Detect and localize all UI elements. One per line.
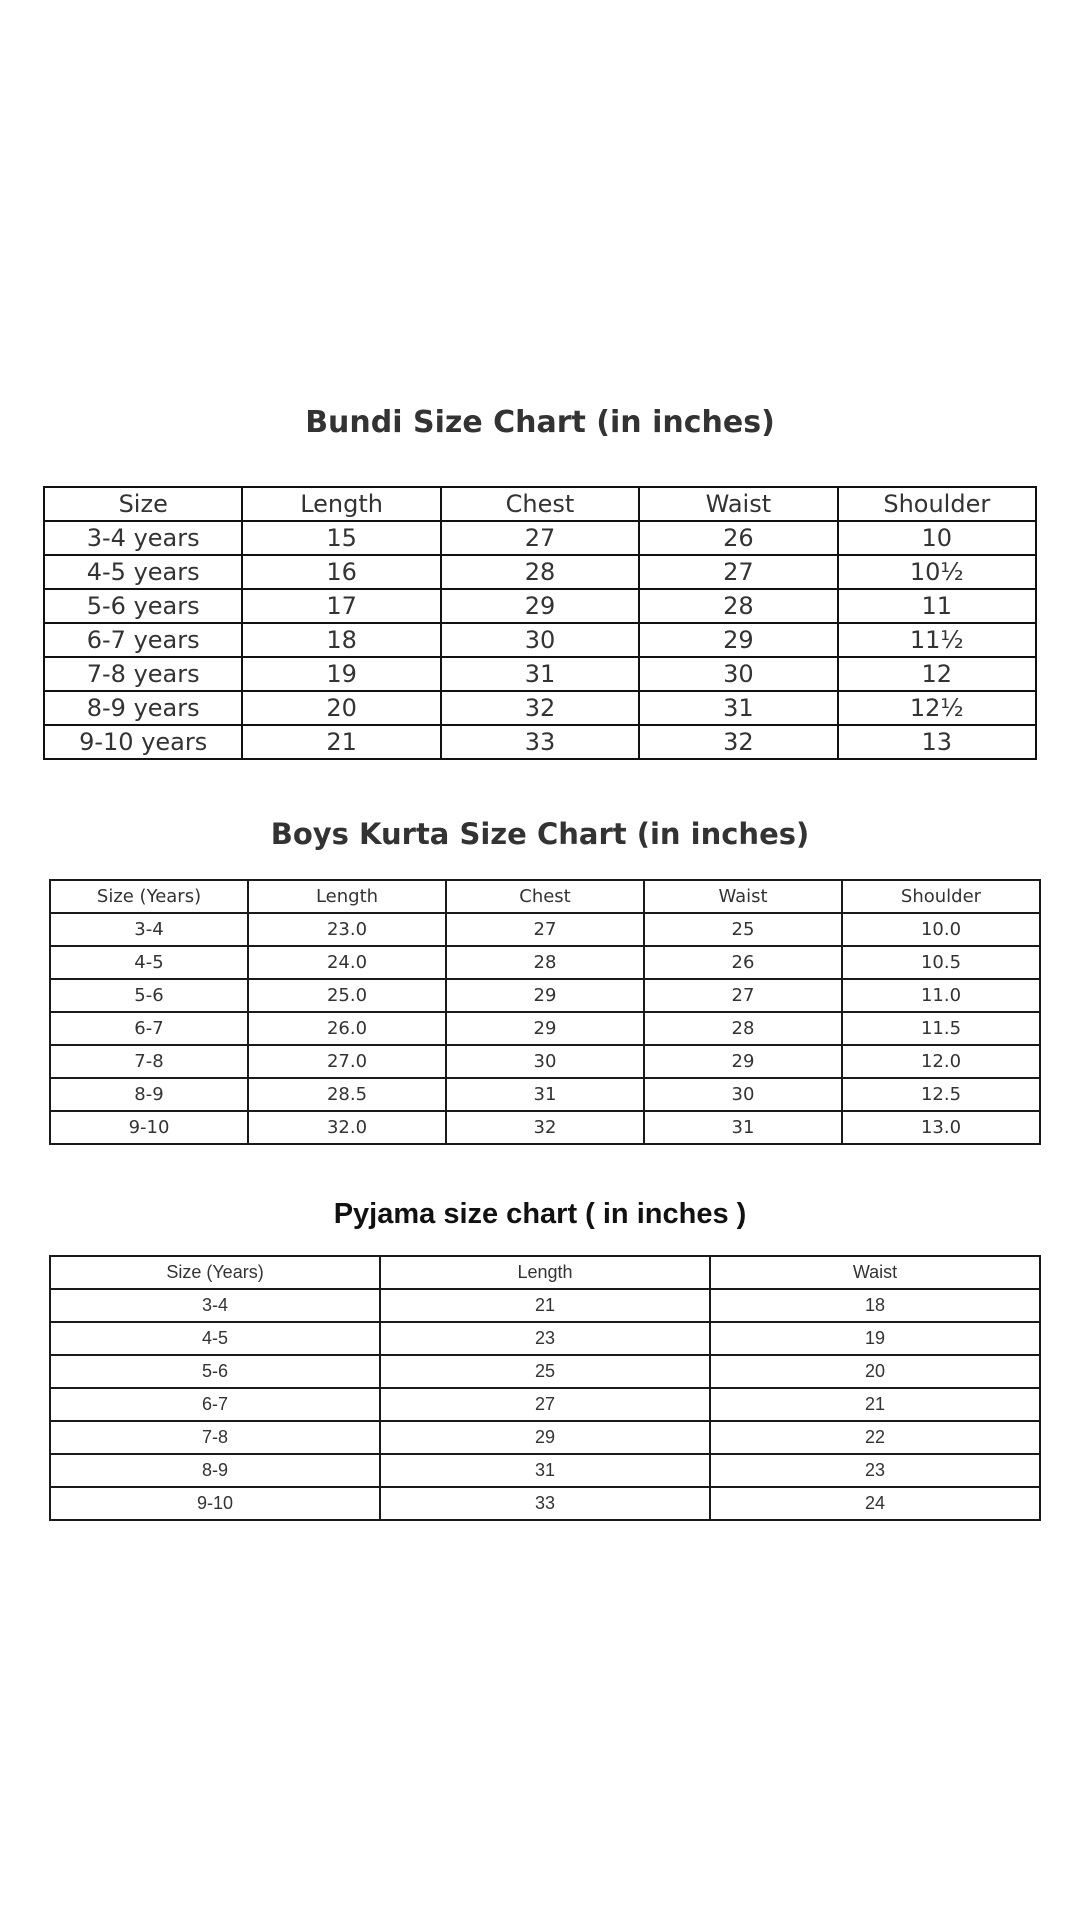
table-cell: 9-10 bbox=[50, 1487, 380, 1520]
table-cell: 29 bbox=[446, 979, 644, 1012]
table-cell: 31 bbox=[639, 691, 837, 725]
table-cell: 21 bbox=[710, 1388, 1040, 1421]
table-row bbox=[50, 1012, 1040, 1045]
table-cell: 5-6 bbox=[50, 979, 248, 1012]
table-cell: 19 bbox=[242, 657, 440, 691]
column-header: Shoulder bbox=[838, 487, 1036, 521]
table-cell: 20 bbox=[710, 1355, 1040, 1388]
column-header: Size bbox=[44, 487, 242, 521]
table-row bbox=[50, 1454, 1040, 1487]
table-cell: 15 bbox=[242, 521, 440, 555]
table-cell: 8-9 bbox=[50, 1454, 380, 1487]
table-cell: 29 bbox=[441, 589, 639, 623]
table-row bbox=[44, 623, 1036, 657]
table-row bbox=[50, 1078, 1040, 1111]
kurta-chart-title: Boys Kurta Size Chart (in inches) bbox=[270, 817, 810, 851]
pyjama-size-table bbox=[49, 1255, 1041, 1521]
table-cell: 7-8 bbox=[50, 1045, 248, 1078]
table-cell: 7-8 bbox=[50, 1421, 380, 1454]
table-cell: 32.0 bbox=[248, 1111, 446, 1144]
table-row bbox=[44, 521, 1036, 555]
table-cell: 30 bbox=[639, 657, 837, 691]
table-row bbox=[50, 1322, 1040, 1355]
table-cell: 24.0 bbox=[248, 946, 446, 979]
bundi-chart-title: Bundi Size Chart (in inches) bbox=[305, 405, 775, 440]
bundi-size-table bbox=[43, 486, 1037, 760]
table-cell: 33 bbox=[380, 1487, 710, 1520]
table-cell: 13.0 bbox=[842, 1111, 1040, 1144]
table-cell: 12.0 bbox=[842, 1045, 1040, 1078]
table-cell: 32 bbox=[446, 1111, 644, 1144]
table-row bbox=[50, 1111, 1040, 1144]
table-cell: 4-5 years bbox=[44, 555, 242, 589]
column-header: Waist bbox=[639, 487, 837, 521]
table-cell: 28.5 bbox=[248, 1078, 446, 1111]
table-cell: 26 bbox=[644, 946, 842, 979]
table-cell: 25.0 bbox=[248, 979, 446, 1012]
table-cell: 9-10 bbox=[50, 1111, 248, 1144]
table-row bbox=[50, 1045, 1040, 1078]
table-cell: 23 bbox=[710, 1454, 1040, 1487]
column-header: Chest bbox=[441, 487, 639, 521]
table-cell: 30 bbox=[441, 623, 639, 657]
column-header: Waist bbox=[710, 1256, 1040, 1289]
table-cell: 10½ bbox=[838, 555, 1036, 589]
table-cell: 21 bbox=[380, 1289, 710, 1322]
pyjama-chart-title: Pyjama size chart ( in inches ) bbox=[333, 1198, 747, 1230]
table-cell: 12 bbox=[838, 657, 1036, 691]
table-cell: 22 bbox=[710, 1421, 1040, 1454]
table-cell: 31 bbox=[644, 1111, 842, 1144]
table-cell: 4-5 bbox=[50, 946, 248, 979]
table-cell: 30 bbox=[446, 1045, 644, 1078]
table-cell: 11½ bbox=[838, 623, 1036, 657]
table-cell: 24 bbox=[710, 1487, 1040, 1520]
table-cell: 27 bbox=[446, 913, 644, 946]
table-cell: 12.5 bbox=[842, 1078, 1040, 1111]
table-row bbox=[44, 691, 1036, 725]
table-row bbox=[44, 657, 1036, 691]
table-cell: 18 bbox=[710, 1289, 1040, 1322]
table-cell: 10.0 bbox=[842, 913, 1040, 946]
column-header: Length bbox=[242, 487, 440, 521]
table-header-row bbox=[50, 1256, 1040, 1289]
table-header-row bbox=[44, 487, 1036, 521]
table-cell: 3-4 bbox=[50, 913, 248, 946]
table-cell: 29 bbox=[644, 1045, 842, 1078]
table-row bbox=[50, 913, 1040, 946]
table-cell: 25 bbox=[644, 913, 842, 946]
table-header-row bbox=[50, 880, 1040, 913]
table-cell: 32 bbox=[639, 725, 837, 759]
table-cell: 3-4 years bbox=[44, 521, 242, 555]
table-row bbox=[50, 1289, 1040, 1322]
table-cell: 18 bbox=[242, 623, 440, 657]
table-cell: 30 bbox=[644, 1078, 842, 1111]
table-cell: 21 bbox=[242, 725, 440, 759]
column-header: Waist bbox=[644, 880, 842, 913]
table-cell: 28 bbox=[441, 555, 639, 589]
column-header: Length bbox=[380, 1256, 710, 1289]
table-cell: 27 bbox=[639, 555, 837, 589]
column-header: Length bbox=[248, 880, 446, 913]
table-cell: 10.5 bbox=[842, 946, 1040, 979]
table-cell: 4-5 bbox=[50, 1322, 380, 1355]
table-cell: 5-6 years bbox=[44, 589, 242, 623]
table-cell: 6-7 years bbox=[44, 623, 242, 657]
table-row bbox=[50, 1355, 1040, 1388]
table-row bbox=[50, 946, 1040, 979]
column-header: Shoulder bbox=[842, 880, 1040, 913]
table-cell: 27.0 bbox=[248, 1045, 446, 1078]
table-cell: 20 bbox=[242, 691, 440, 725]
table-cell: 28 bbox=[639, 589, 837, 623]
table-cell: 27 bbox=[441, 521, 639, 555]
table-cell: 13 bbox=[838, 725, 1036, 759]
table-cell: 6-7 bbox=[50, 1388, 380, 1421]
table-cell: 9-10 years bbox=[44, 725, 242, 759]
table-cell: 27 bbox=[644, 979, 842, 1012]
table-row bbox=[44, 589, 1036, 623]
table-cell: 10 bbox=[838, 521, 1036, 555]
column-header: Size (Years) bbox=[50, 1256, 380, 1289]
table-cell: 8-9 years bbox=[44, 691, 242, 725]
table-row bbox=[44, 555, 1036, 589]
column-header: Chest bbox=[446, 880, 644, 913]
table-cell: 17 bbox=[242, 589, 440, 623]
table-cell: 12½ bbox=[838, 691, 1036, 725]
table-cell: 25 bbox=[380, 1355, 710, 1388]
table-cell: 28 bbox=[446, 946, 644, 979]
table-row bbox=[44, 725, 1036, 759]
table-cell: 27 bbox=[380, 1388, 710, 1421]
table-cell: 29 bbox=[446, 1012, 644, 1045]
table-cell: 28 bbox=[644, 1012, 842, 1045]
table-cell: 3-4 bbox=[50, 1289, 380, 1322]
table-cell: 31 bbox=[441, 657, 639, 691]
table-row bbox=[50, 1487, 1040, 1520]
kurta-size-table bbox=[49, 879, 1041, 1145]
table-cell: 33 bbox=[441, 725, 639, 759]
table-cell: 19 bbox=[710, 1322, 1040, 1355]
table-cell: 11 bbox=[838, 589, 1036, 623]
table-cell: 26 bbox=[639, 521, 837, 555]
table-cell: 23 bbox=[380, 1322, 710, 1355]
table-row bbox=[50, 979, 1040, 1012]
table-cell: 26.0 bbox=[248, 1012, 446, 1045]
table-cell: 8-9 bbox=[50, 1078, 248, 1111]
table-cell: 5-6 bbox=[50, 1355, 380, 1388]
table-cell: 6-7 bbox=[50, 1012, 248, 1045]
table-cell: 31 bbox=[446, 1078, 644, 1111]
table-cell: 29 bbox=[639, 623, 837, 657]
table-row bbox=[50, 1388, 1040, 1421]
table-cell: 31 bbox=[380, 1454, 710, 1487]
table-cell: 11.0 bbox=[842, 979, 1040, 1012]
table-cell: 32 bbox=[441, 691, 639, 725]
column-header: Size (Years) bbox=[50, 880, 248, 913]
table-row bbox=[50, 1421, 1040, 1454]
table-cell: 23.0 bbox=[248, 913, 446, 946]
table-cell: 7-8 years bbox=[44, 657, 242, 691]
table-cell: 16 bbox=[242, 555, 440, 589]
table-cell: 11.5 bbox=[842, 1012, 1040, 1045]
table-cell: 29 bbox=[380, 1421, 710, 1454]
